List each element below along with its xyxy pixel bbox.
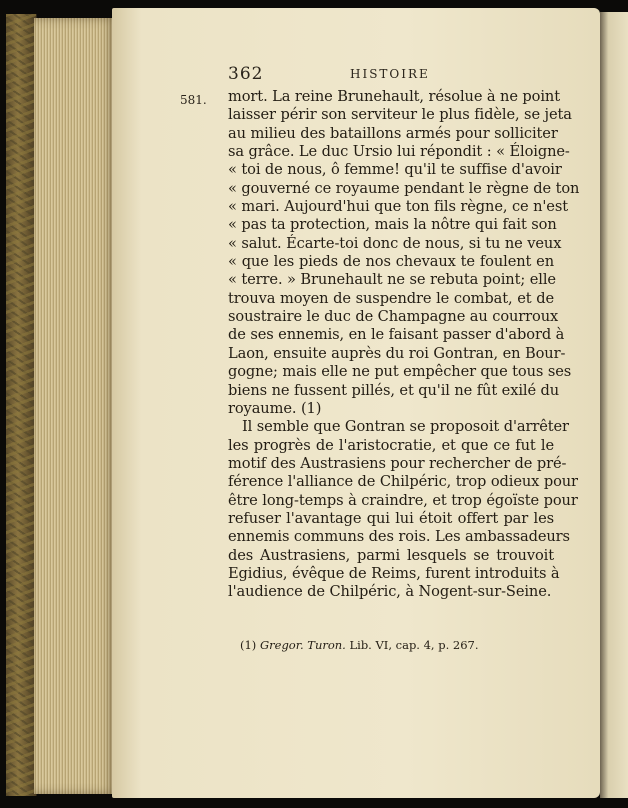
text-line: « salut. Écarte-toi donc de nous, si tu ne veux [228,234,562,252]
text-line: sa grâce. Le duc Ursio lui répondit : « Éloigne- [228,143,570,161]
page-number: 362 [228,64,264,84]
body-text [228,88,580,602]
running-head [228,64,554,86]
text-line: « pas ta protection, mais la nôtre qui fait son [228,216,557,234]
text-line: ennemis communs des rois. Les ambassadeurs [228,528,570,546]
facing-page-edge [600,12,628,798]
text-line: soustraire le duc de Champagne au courroux [228,308,559,326]
text-line: laisser périr son serviteur le plus fidèle, se jeta [228,106,572,124]
text-line: « que les pieds de nos chevaux te foulent en [228,253,554,271]
text-line: au milieu des bataillons armés pour solliciter [228,124,558,142]
footnote-reference: Lib. VI, cap. 4, p. 267. [349,638,479,652]
text-line: « gouverné ce royaume pendant le règne de ton [228,179,580,197]
text-line: être long-temps à craindre, et trop égoïste pour [228,491,578,509]
text-line: refuser l'avantage qui lui étoit offert par les [228,509,554,527]
marbled-cover-edge [6,14,37,796]
text-line: motif des Austrasiens pour rechercher de pré- [228,454,567,472]
text-line: mort. La reine Brunehault, résolue à ne point [228,88,560,105]
margin-year: 581. [180,93,207,107]
text-line: « mari. Aujourd'hui que ton fils règne, ce n'est [228,198,568,216]
text-line: « terre. » Brunehault ne se rebuta point; elle [228,271,556,289]
text-line: les progrès de l'aristocratie, et que ce fut le [228,436,554,454]
text-line: trouva moyen de suspendre le combat, et de [228,289,554,307]
text-line: gogne; mais elle ne put empêcher que tous ses [228,363,572,381]
footnote-source: Gregor. Turon. [259,638,346,652]
footnote-marker: (1) [240,638,257,652]
text-line: Egidius, évêque de Reims, furent introduits à [228,564,560,582]
footnote [240,638,540,652]
text-line: de ses ennemis, en le faisant passer d'abord à [228,326,565,344]
text-line: Laon, ensuite auprès du roi Gontran, en Bour- [228,344,566,362]
text-line: biens ne fussent pillés, et qu'il ne fût exilé du [228,381,560,399]
text-line: des Austrasiens, parmi lesquels se trouvoit [228,546,554,564]
text-line: l'audience de Chilpéric, à Nogent-sur-Seine. [228,583,552,601]
text-line: Il semble que Gontran se proposoit d'arrêter [242,418,569,436]
page-edges [34,18,116,794]
text-line: « toi de nous, ô femme! qu'il te suffise d'avoir [228,161,562,179]
running-title: HISTOIRE [350,67,430,81]
text-line: férence l'alliance de Chilpéric, trop odieux pour [228,473,578,491]
text-line: royaume. (1) [228,399,322,417]
